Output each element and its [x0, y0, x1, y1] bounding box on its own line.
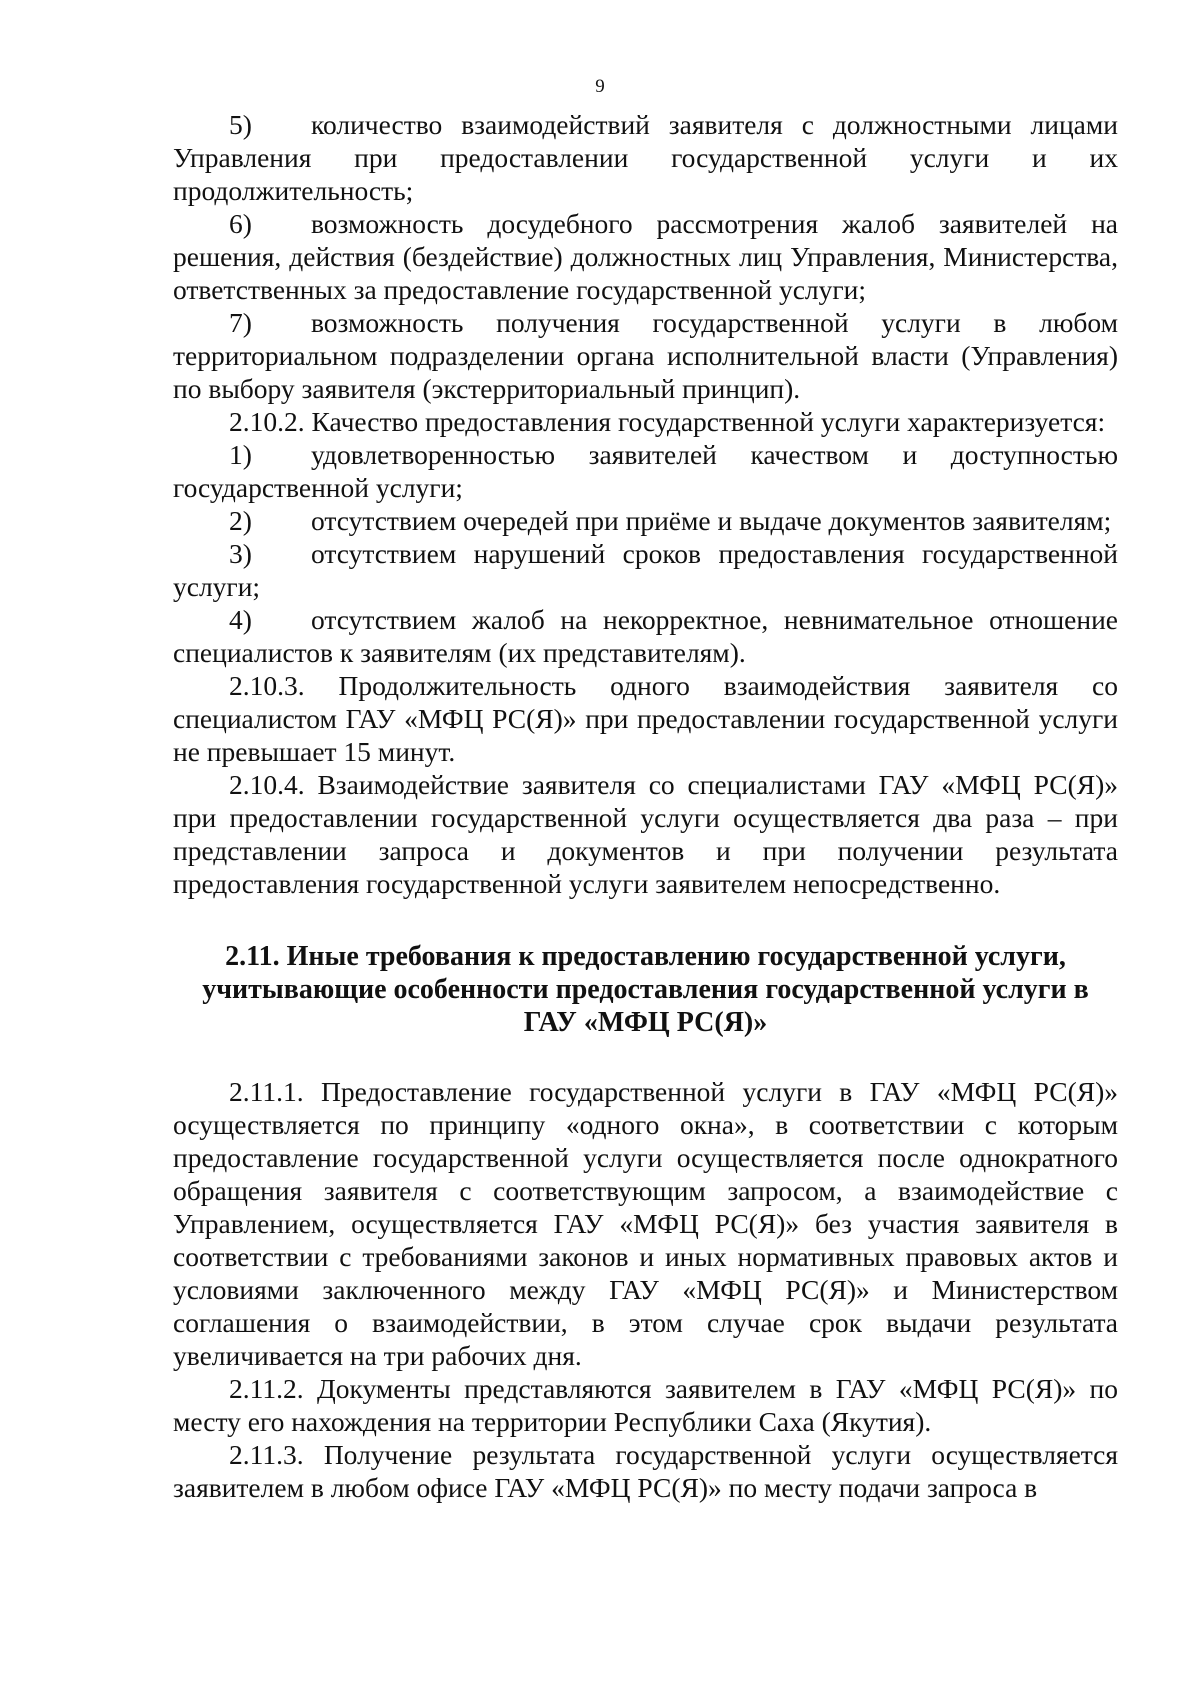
- document-body: [173, 108, 1118, 1504]
- paragraph-2-10-2: 2.10.2. Качество предоставления государственной услуги характеризуется:: [229, 406, 1106, 437]
- list-item-number: 7): [229, 307, 252, 338]
- list-item-text: отсутствием нарушений сроков предоставления государственной услуги;: [173, 538, 1118, 602]
- section-heading-line: ГАУ «МФЦ РС(Я)»: [523, 1007, 768, 1038]
- paragraph-2-10-3: 2.10.3. Продолжительность одного взаимодействия заявителя со специалистом ГАУ «МФЦ РС(Я)» при предоставлении государственной услуги не превышает 15 минут.: [173, 670, 1118, 767]
- section-heading: [173, 940, 1118, 1039]
- list-item-text: возможность досудебного рассмотрения жалоб заявителей на решения, действия (бездействие) должностных лиц Управления, Министерства, ответственных за предоставление государственной услуги;: [173, 208, 1118, 305]
- list-item: [173, 537, 1118, 603]
- list-item-text: отсутствием жалоб на некорректное, невнимательное отношение специалистов к заявителям (их представителям).: [173, 604, 1118, 668]
- section-heading-line: учитывающие особенности предоставления государственной услуги в: [202, 974, 1089, 1005]
- list-item-number: 2): [229, 505, 252, 536]
- list-item: [173, 504, 1118, 537]
- paragraph-2-11-2: 2.11.2. Документы представляются заявителем в ГАУ «МФЦ РС(Я)» по месту его нахождения на территории Республики Саха (Якутия).: [173, 1373, 1118, 1437]
- list-item-number: 5): [229, 109, 252, 140]
- list-item: [173, 108, 1118, 207]
- list-item: [173, 438, 1118, 504]
- paragraph-2-10-4: 2.10.4. Взаимодействие заявителя со специалистами ГАУ «МФЦ РС(Я)» при предоставлении государственной услуги осуществляется два раза – при представлении запроса и документов и при получении результата предоставления государственной услуги заявителем непосредственно.: [173, 769, 1118, 899]
- list-item: [173, 603, 1118, 669]
- list-item-number: 6): [229, 208, 252, 239]
- list-item-number: 4): [229, 604, 252, 635]
- paragraph-2-11-3: 2.11.3. Получение результата государственной услуги осуществляется заявителем в любом офисе ГАУ «МФЦ РС(Я)» по месту подачи запроса в: [173, 1439, 1118, 1503]
- list-item-text: количество взаимодействий заявителя с должностными лицами Управления при предоставлении государственной услуги и их продолжительность;: [173, 109, 1118, 206]
- list-item-text: отсутствием очередей при приёме и выдаче документов заявителям;: [311, 505, 1112, 536]
- list-item: [173, 306, 1118, 405]
- list-item-text: удовлетворенностью заявителей качеством и доступностью государственной услуги;: [173, 439, 1118, 503]
- list-item-number: 3): [229, 538, 252, 569]
- list-item-number: 1): [229, 439, 252, 470]
- section-heading-line: 2.11. Иные требования к предоставлению государственной услуги,: [225, 941, 1066, 972]
- list-item: [173, 207, 1118, 306]
- list-item-text: возможность получения государственной услуги в любом территориальном подразделении органа исполнительной власти (Управления) по выбору заявителя (экстерриториальный принцип).: [173, 307, 1118, 404]
- paragraph-2-11-1: 2.11.1. Предоставление государственной услуги в ГАУ «МФЦ РС(Я)» осуществляется по принципу «одного окна», в соответствии с которым предоставление государственной услуги осуществляется после однократного обращения заявителя с соответствующим запросом, а взаимодействие с Управлением, осуществляется ГАУ «МФЦ РС(Я)» без участия заявителя в соответствии с требованиями законов и иных нормативных правовых актов и условиями заключенного между ГАУ «МФЦ РС(Я)» и Министерством соглашения о взаимодействии, в этом случае срок выдачи результата увеличивается на три рабочих дня.: [173, 1076, 1118, 1371]
- page-number: 9: [595, 76, 605, 97]
